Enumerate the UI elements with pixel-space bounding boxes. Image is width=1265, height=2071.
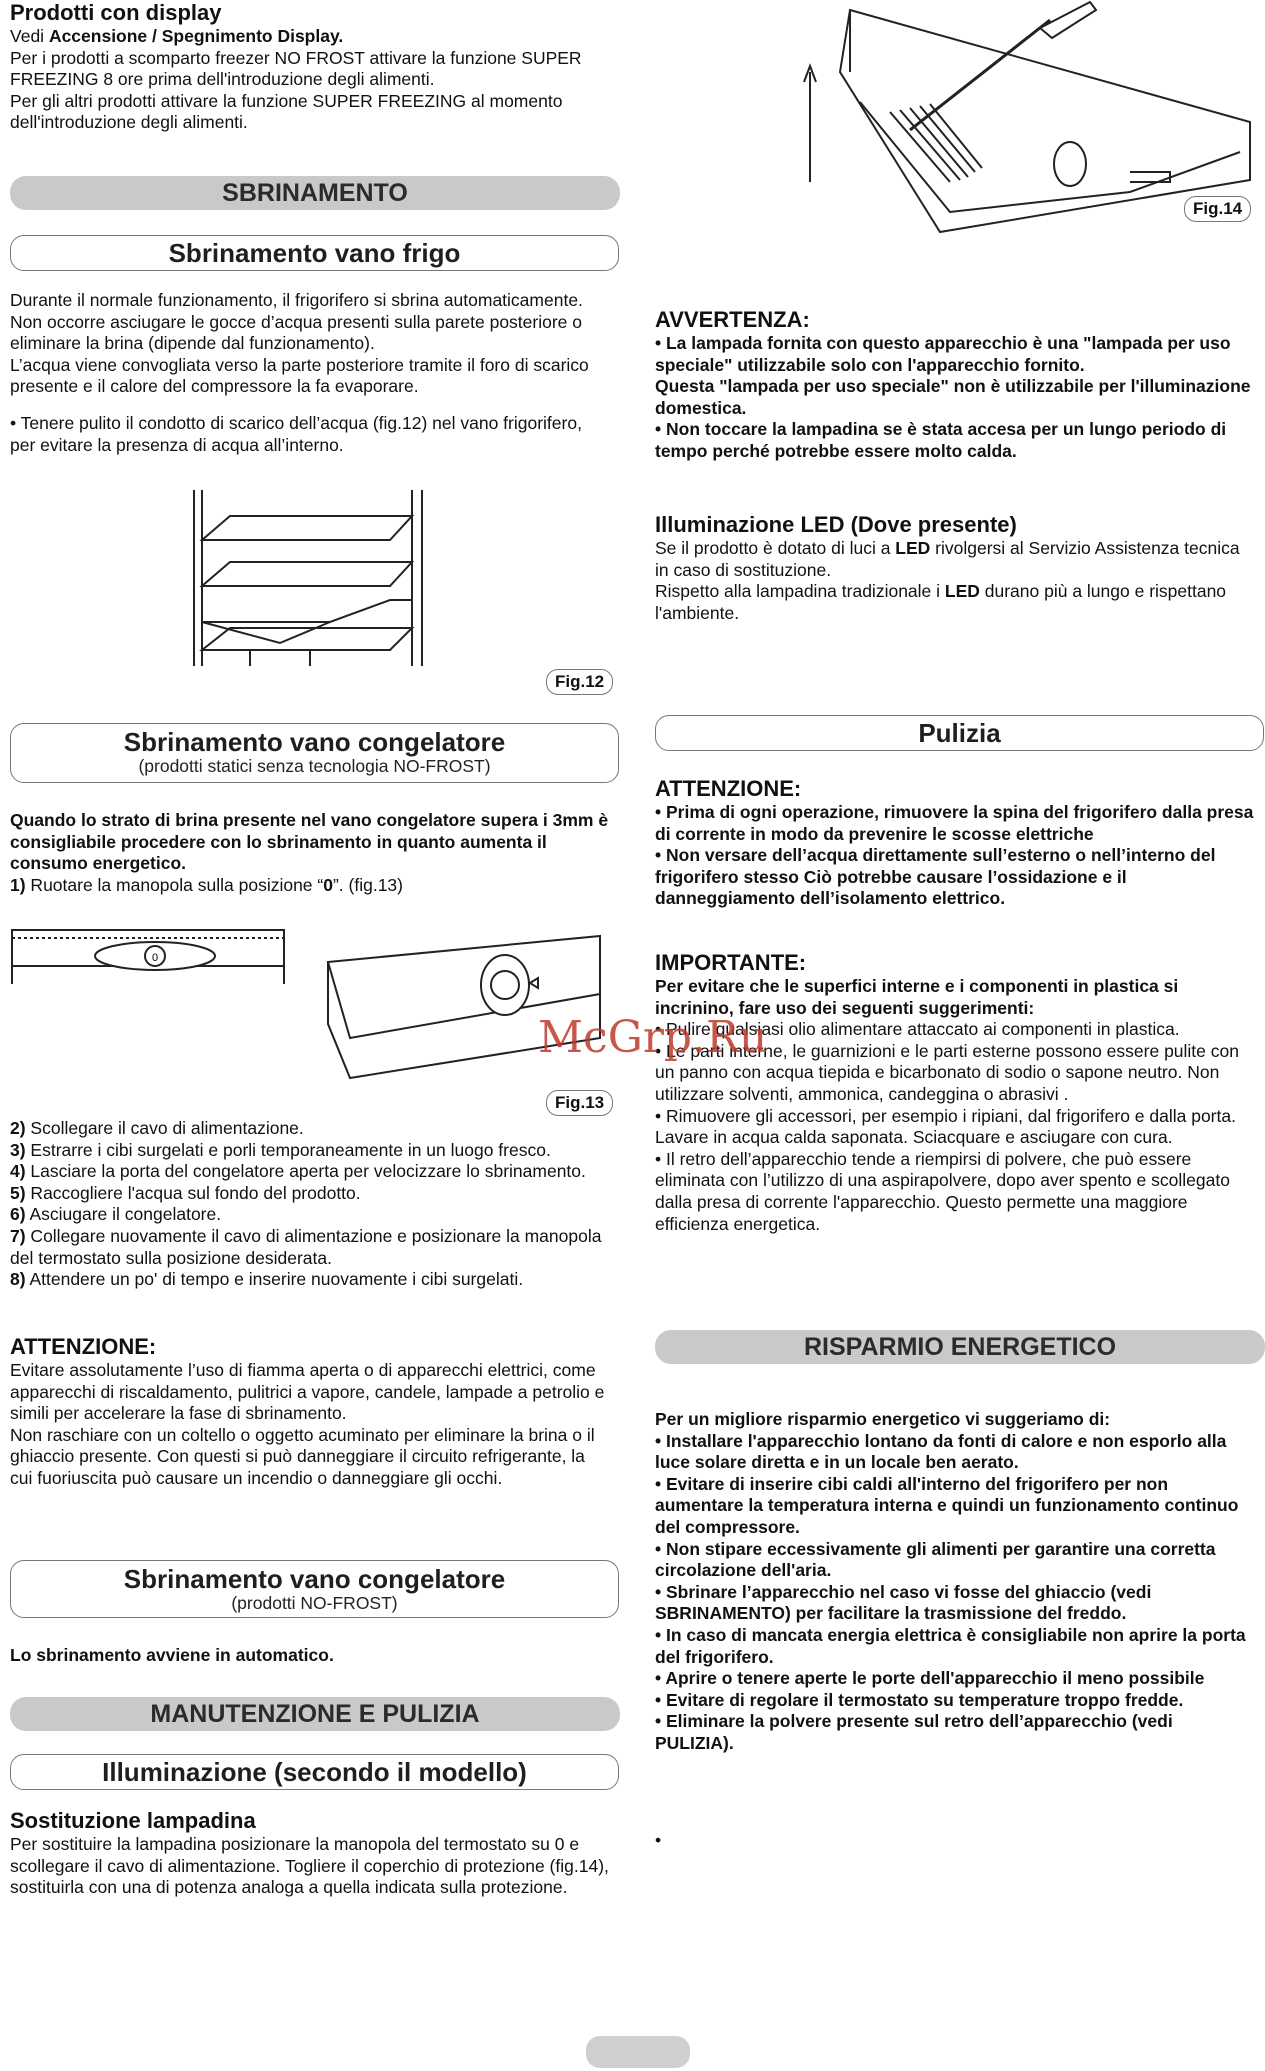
display-text: Per i prodotti a scomparto freezer NO FROST attivare la funzione SUPER FREEZING 8 ore prima dell'introduzione degli alimenti. Per gli altri prodotti attivare la funzione SUPER FREEZING al momento dell'introduzione degli alimenti. — [10, 47, 582, 133]
congelatore-bold: Quando lo strato di brina presente nel vano congelatore supera i 3mm è consigliabile procedere con lo sbrinamento in quanto aumenta il consumo energetico. — [10, 810, 609, 874]
display-see-also: Vedi Accensione / Spegnimento Display. — [10, 26, 344, 46]
risparmio-intro: Per un migliore risparmio energetico vi suggeriamo di: — [655, 1409, 1111, 1429]
step-6: 6) Asciugare il congelatore. — [10, 1204, 222, 1225]
fig13-illustration — [10, 928, 610, 1088]
risparmio-text: • Installare l'apparecchio lontano da fonti di calore e non esporlo alla luce solare diretta e in un locale ben aerato. • Evitare di inserire cibi caldi all'interno del frigorifero per non aumentare la temperatura interna e quindi un funzionamento continuo del compressore. • Non stipare eccessivamente gli alimenti per garantire una corretta circolazione dell'aria. • Sbrinare l’apparecchio nel caso vi fosse del ghiaccio (vedi SBRINAMENTO) per facilitare la trasmissione del freddo. • In caso di mancata energia elettrica è consigliabile non aprire la porta del frigorifero. • Aprire o tenere aperte le porte dell'apparecchio il meno possibile • Evitare di regolare il termostato su temperature troppo fredde. • Eliminare la polvere presente sul retro dell’apparecchio (vedi PULIZIA). — [655, 1430, 1246, 1753]
fig12-illustration — [190, 488, 450, 668]
sostituzione-text: Per sostituire la lampadina posizionare la manopola del termostato su 0 e scollegare il cavo di alimentazione. Togliere il coperchio di protezione (fig.14), sostituirla con una di potenza analoga a quella indicata sulla protezione. — [10, 1834, 609, 1898]
display-title: Prodotti con display — [10, 0, 222, 25]
nofrost-subtitle: (prodotti NO-FROST) — [231, 1593, 398, 1613]
step-4: 4) Lasciare la porta del congelatore aperta per velocizzare lo sbrinamento. — [10, 1161, 586, 1182]
importante-text: • Pulire qualsiasi olio alimentare attaccato ai componenti in plastica. • Le parti interne, le guarnizioni e le parti esterne possono essere pulite con un panno con acqua tiepida e bicarbonato di sodio o sapone neutro. Non utilizzare solventi, ammonica, candeggina o abrasivi . • Rimuovere gli accessori, per esempio i ripiani, dal frigorifero e dalla porta. Lavare in acqua calda saponata. Sciacquare e asciugare con cura. • Il retro dell’apparecchio tende a riempirsi di polvere, che può essere eliminata con l’utilizzo di una aspirapolvere, dopo aver spento e scollegato dalla presa di corrente l'apparecchio. Questo permette una maggiore efficienza energetica. — [655, 1019, 1239, 1234]
pulizia-title-box — [655, 715, 1264, 751]
attenzione-text: Evitare assolutamente l’uso di fiamma aperta o di apparecchi elettrici, come apparecchi di riscaldamento, pulitrici a vapore, candele, lampade a petrolio e simili per accelerare la fase di sbrinamento. Non raschiare con un coltello o oggetto acuminato per eliminare la brina o il ghiaccio presente. Con questi si può danneggiare il circuito refrigerante, la cui fuoriuscita può causare un incendio o danneggiare gli occhi. — [10, 1360, 605, 1488]
frigo-bullet: • Tenere pulito il condotto di scarico dell’acqua (fig.12) nel vano frigorifero, per evitare la presenza di acqua all’interno. — [10, 412, 582, 455]
step-5: 5) Raccogliere l'acqua sul fondo del prodotto. — [10, 1182, 361, 1203]
fig12-label: Fig.12 — [546, 669, 613, 695]
step-2: 2) Scollegare il cavo di alimentazione. — [10, 1118, 304, 1138]
importante-bold: Per evitare che le superfici interne e i componenti in plastica si incrinino, fare uso dei seguenti suggerimenti: — [655, 976, 1179, 1018]
step-7: 7) Collegare nuovamente il cavo di alimentazione e posizionare la manopola del termostato sulla posizione desiderata. — [10, 1225, 602, 1268]
led-text-1: Se il prodotto è dotato di luci a LED rivolgersi al Servizio Assistenza tecnica in caso di sostituzione. — [655, 538, 1240, 580]
attenzione-title: ATTENZIONE: — [10, 1334, 157, 1359]
watermark: McGrp.Ru — [538, 1012, 768, 1063]
frigo-title-box — [10, 235, 619, 271]
step-8: 8) Attendere un po' di tempo e inserire nuovamente i cibi surgelati. — [10, 1269, 524, 1290]
attenzione-section — [10, 1334, 610, 1490]
sostituzione-section — [10, 1808, 610, 1899]
importante-title: IMPORTANTE: — [655, 950, 807, 975]
led-section — [655, 512, 1255, 624]
nofrost-text: Lo sbrinamento avviene in automatico. — [10, 1645, 334, 1665]
step-3: 3) Estrarre i cibi surgelati e porli temporaneamente in un luogo fresco. — [10, 1139, 551, 1160]
nofrost-title: Sbrinamento vano congelatore — [123, 1564, 506, 1594]
congelatore-section — [10, 810, 610, 896]
manutenzione-header: MANUTENZIONE E PULIZIA — [10, 1697, 620, 1731]
avvertenza-text: • La lampada fornita con questo apparecchio è una "lampada per uso speciale" utilizzabile solo con l'apparecchio fornito. Questa "lampada per uso speciale" non è utilizzabile per l'illuminazione domestica. • Non toccare la lampadina se è stata accesa per un lungo periodo di tempo perché potrebbe essere molto calda. — [655, 333, 1251, 461]
illuminazione-title: Illuminazione (secondo il modello) — [102, 1757, 527, 1787]
fig14-label: Fig.14 — [1184, 196, 1251, 222]
fig13-knob-label: 0 — [152, 952, 159, 964]
frigo-section — [10, 290, 610, 456]
frigo-title: Sbrinamento vano frigo — [168, 238, 461, 268]
attenzione2-text: • Prima di ogni operazione, rimuovere la spina del frigorifero dalla presa di corrente in modo da prevenire le scosse elettriche • Non versare dell’acqua direttamente sull’esterno o nell’interno del frigorifero stesso Ciò potrebbe causare l’ossidazione e il danneggiamento dell’isolamento elettrico. — [655, 802, 1254, 909]
display-section — [10, 0, 610, 134]
led-text-2: Rispetto alla lampadina tradizionale i LED durano più a lungo e rispettano l'ambiente. — [655, 581, 1227, 623]
lone-bullet: • — [655, 1830, 662, 1850]
sbrinamento-header: SBRINAMENTO — [10, 176, 620, 210]
illuminazione-title-box — [10, 1754, 619, 1790]
risparmio-section — [655, 1409, 1255, 1755]
frigo-text: Durante il normale funzionamento, il frigorifero si sbrina automaticamente. Non occorre asciugare le gocce d’acqua presenti sulla parete posteriore o eliminare la brina (dipende dal funzionamento). L’acqua viene convogliata verso la parte posteriore tramite il foro di scarico presente e il calore del compressore la fa evaporare. — [10, 290, 589, 397]
congelatore-title: Sbrinamento vano congelatore — [123, 727, 506, 757]
importante-section — [655, 950, 1255, 1235]
avvertenza-title: AVVERTENZA: — [655, 307, 810, 332]
nofrost-title-box — [10, 1560, 619, 1618]
pulizia-title: Pulizia — [918, 718, 1001, 748]
attenzione2-section — [655, 776, 1255, 910]
step-1: 1) Ruotare la manopola sulla posizione “0”. (fig.13) — [10, 874, 403, 895]
sostituzione-title: Sostituzione lampadina — [10, 1808, 256, 1833]
attenzione2-title: ATTENZIONE: — [655, 776, 802, 801]
risparmio-header: RISPARMIO ENERGETICO — [655, 1330, 1265, 1364]
steps-list — [10, 1118, 610, 1291]
led-title: Illuminazione LED (Dove presente) — [655, 512, 1017, 537]
page-number-pill — [586, 2036, 690, 2068]
congelatore-subtitle: (prodotti statici senza tecnologia NO-FROST) — [138, 756, 491, 776]
congelatore-title-box — [10, 723, 619, 783]
fig13-label: Fig.13 — [546, 1090, 613, 1116]
avvertenza-section — [655, 307, 1255, 463]
